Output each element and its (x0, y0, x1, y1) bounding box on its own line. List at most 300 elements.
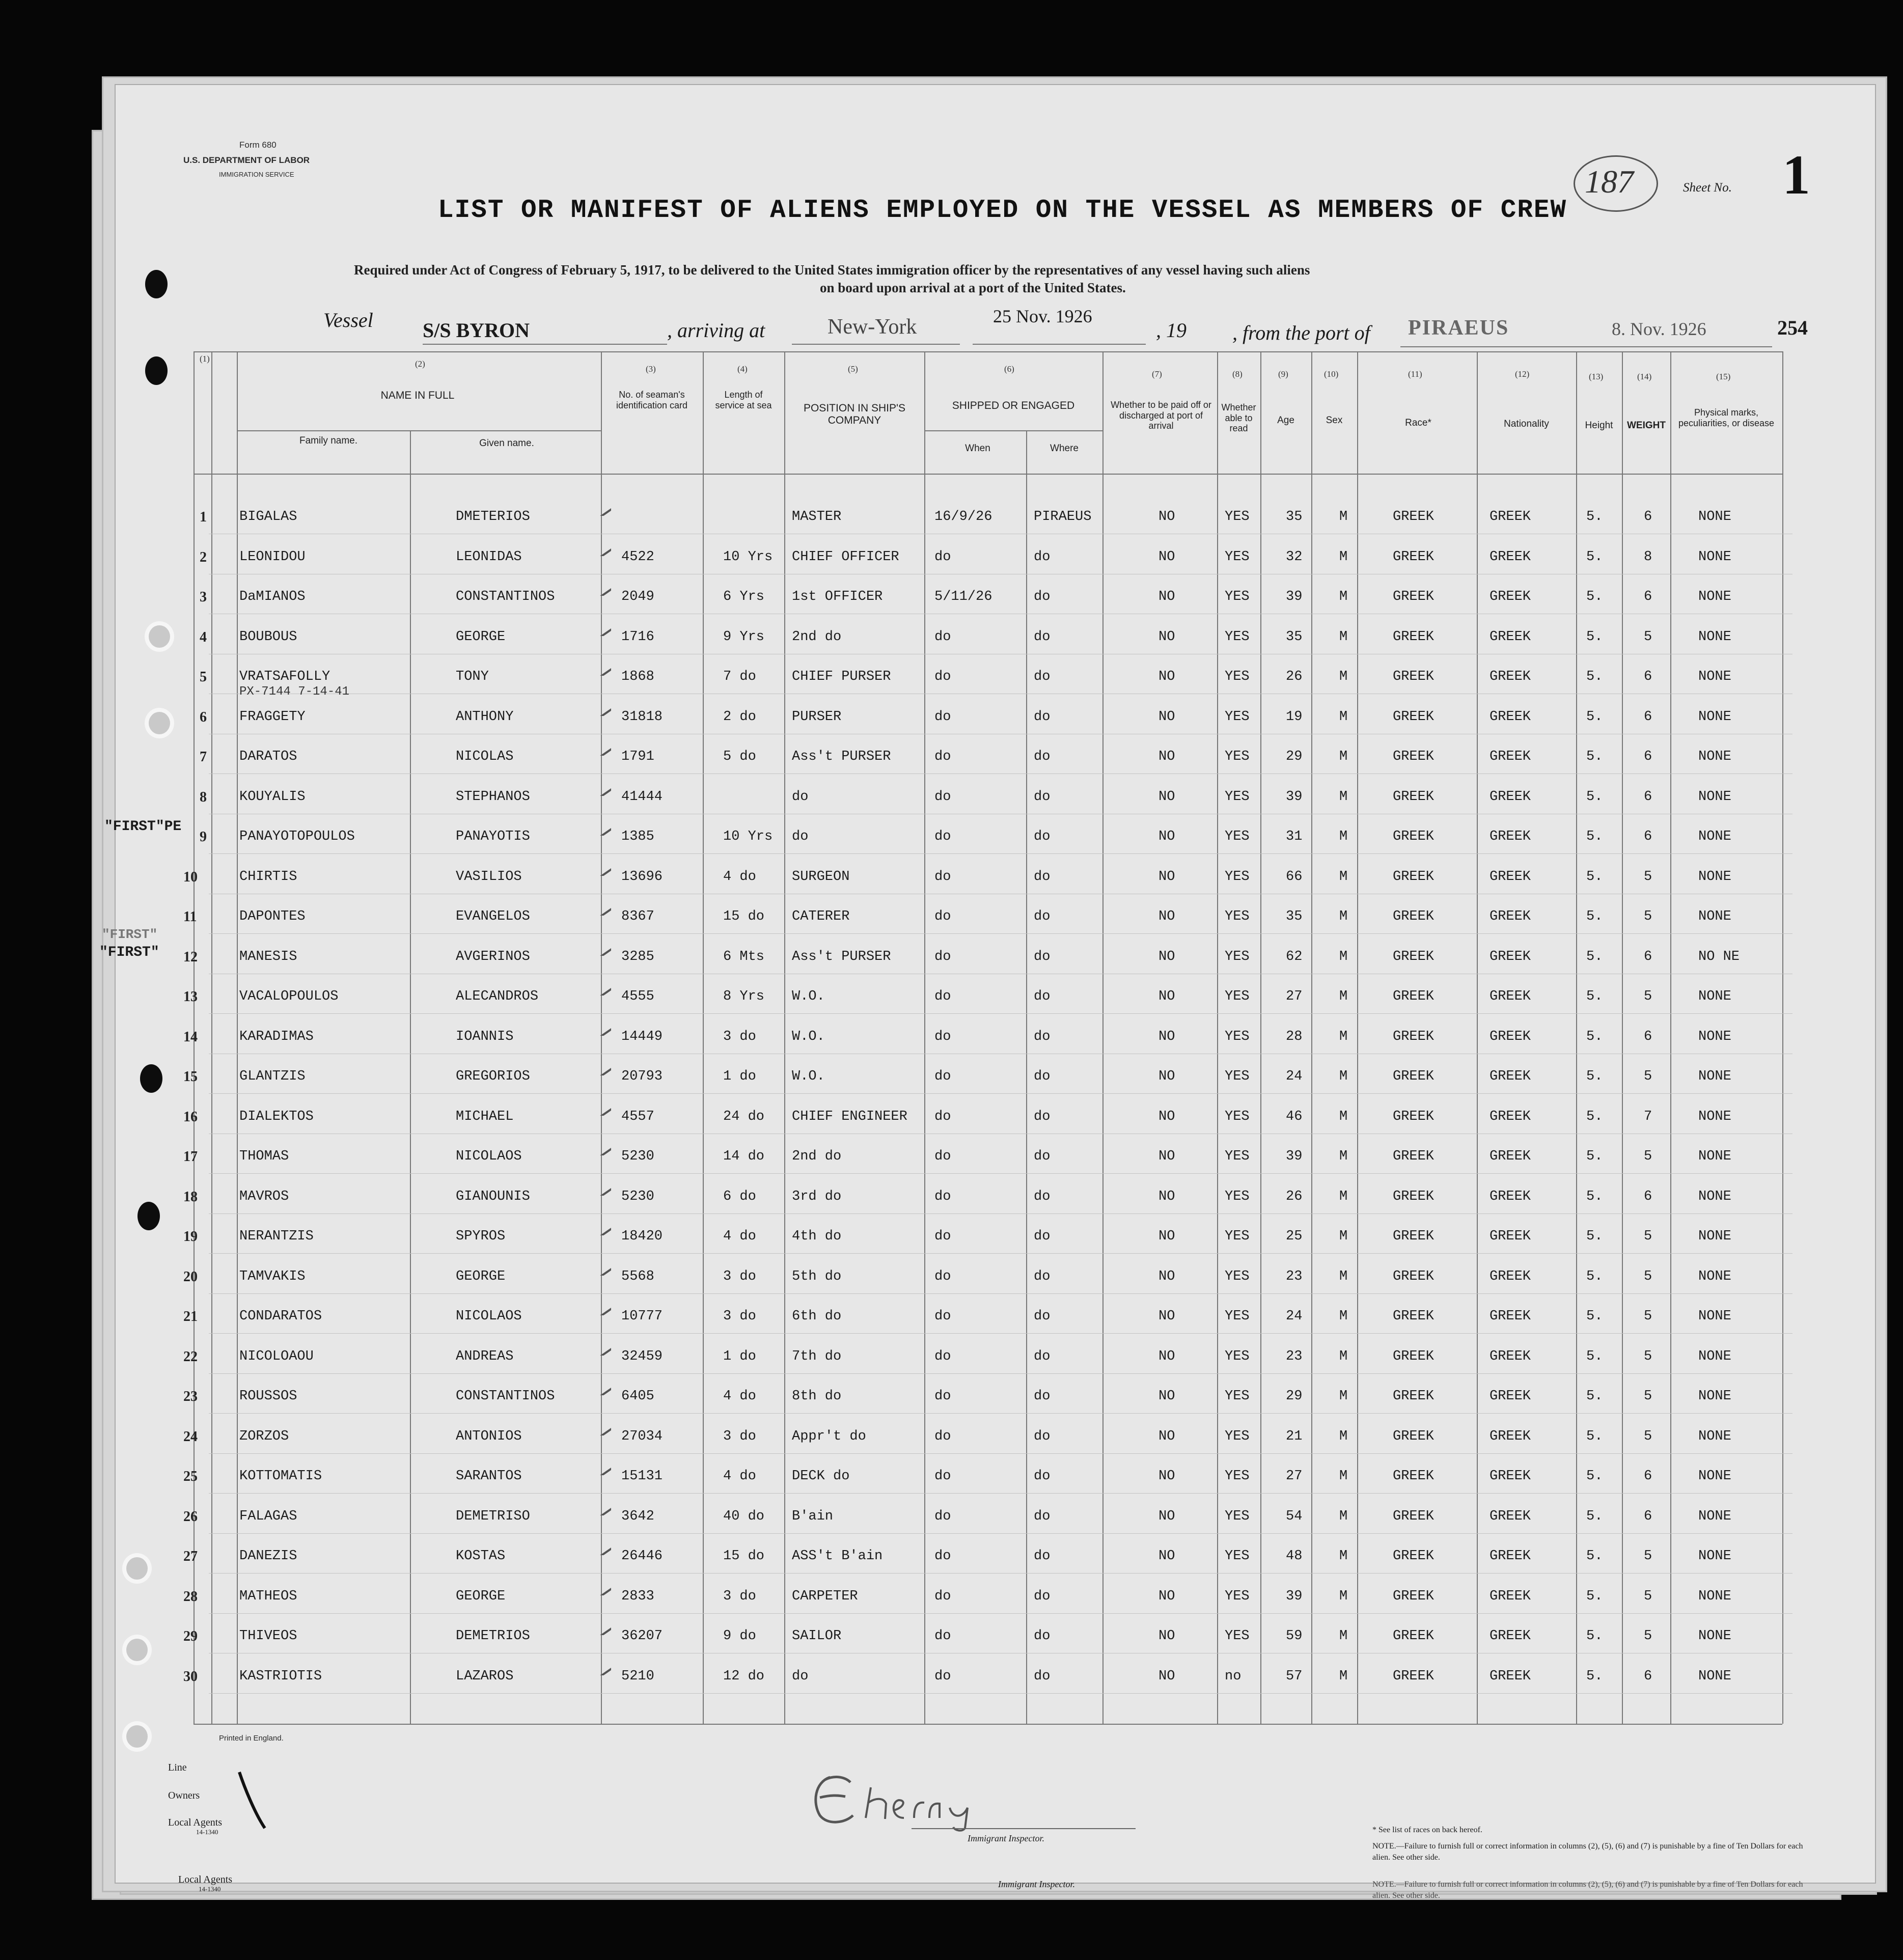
fine-note: NOTE.—Failure to furnish full or correct information in columns (2), (5), (6) and (7) is punishable by a fine of Ten Dollars for each alien. See other side. (1372, 1842, 1803, 1862)
id-card-cell: 5568 (621, 1268, 654, 1284)
check-mark (575, 661, 611, 676)
check-mark (575, 1022, 611, 1036)
age-cell: 66 (1286, 869, 1303, 885)
shipped-where-cell: do (1034, 589, 1051, 604)
nationality-cell: GREEK (1490, 949, 1531, 964)
race-cell: GREEK (1393, 629, 1435, 645)
nationality-cell: GREEK (1490, 629, 1531, 645)
check-mark (575, 1181, 611, 1196)
header-age: Age (1277, 415, 1294, 426)
id-card-cell: 2049 (621, 589, 654, 604)
id-card-cell: 6405 (621, 1389, 654, 1404)
signature-line (912, 1828, 1136, 1829)
physical-marks-cell: NONE (1698, 1029, 1731, 1044)
position-cell: CHIEF ENGINEER (792, 1109, 907, 1124)
sex-cell: M (1339, 1668, 1348, 1684)
service-length-cell: 10 Yrs (723, 829, 773, 844)
physical-marks-cell: NONE (1698, 1149, 1731, 1164)
able-read-cell: YES (1225, 1229, 1250, 1244)
shipped-where-cell: do (1034, 829, 1051, 844)
height-cell: 5. (1586, 669, 1603, 684)
position-cell: Appr't do (792, 1428, 866, 1444)
subtitle-line-2: on board upon arrival at a port of the United States. (820, 280, 1126, 295)
age-cell: 35 (1286, 629, 1303, 645)
service-length-cell: 1 do (723, 1348, 756, 1364)
col-number: (10) (1324, 369, 1339, 379)
able-read-cell: YES (1225, 669, 1250, 684)
height-cell: 5. (1586, 1469, 1603, 1484)
age-cell: 35 (1286, 909, 1303, 924)
physical-marks-cell: NONE (1698, 1109, 1731, 1124)
col-divider (410, 430, 411, 1724)
nationality-cell: GREEK (1490, 669, 1531, 684)
weight-cell: 6 (1644, 949, 1652, 964)
nationality-cell: GREEK (1490, 749, 1531, 764)
row-number: 26 (183, 1508, 198, 1525)
able-read-cell: YES (1225, 1348, 1250, 1364)
height-cell: 5. (1586, 1428, 1603, 1444)
binder-hole (145, 356, 168, 385)
race-cell: GREEK (1393, 1469, 1435, 1484)
shipped-where-cell: do (1034, 909, 1051, 924)
shipped-when-cell: do (934, 989, 951, 1004)
nationality-cell: GREEK (1490, 1149, 1531, 1164)
col-number: (5) (848, 364, 858, 374)
row-number: 12 (183, 949, 198, 965)
shipped-where-cell: do (1034, 949, 1051, 964)
able-read-cell: YES (1225, 1309, 1250, 1324)
col-divider (1357, 351, 1358, 1724)
service-length-cell: 40 do (723, 1508, 765, 1524)
service-length-cell: 14 do (723, 1149, 765, 1164)
age-cell: 39 (1286, 789, 1303, 805)
position-cell: W.O. (792, 1069, 825, 1084)
col-divider (211, 351, 212, 1724)
service-length-cell: 4 do (723, 1469, 756, 1484)
row-rule (209, 1613, 1792, 1614)
header-length-service: Length of service at sea (715, 390, 772, 410)
shipped-where-cell: do (1034, 709, 1051, 725)
row-number: 6 (200, 709, 207, 725)
family-name-cell: GLANTZIS (239, 1069, 306, 1084)
col-number: (2) (415, 359, 425, 369)
shipped-where-cell: do (1034, 1588, 1051, 1604)
shipped-where-cell: do (1034, 1268, 1051, 1284)
paid-off-cell: NO (1159, 669, 1175, 684)
paid-off-cell: NO (1159, 709, 1175, 725)
able-read-cell: YES (1225, 829, 1250, 844)
binder-hole (145, 270, 168, 298)
departure-port: PIRAEUS (1408, 316, 1509, 340)
shipped-where-cell: do (1034, 1069, 1051, 1084)
able-read-cell: YES (1225, 1469, 1250, 1484)
able-read-cell: YES (1225, 1069, 1250, 1084)
inspector-label: Immigrant Inspector. (968, 1833, 1044, 1843)
weight-cell: 6 (1644, 509, 1652, 524)
row-number: 3 (200, 589, 207, 605)
paid-off-cell: NO (1159, 629, 1175, 645)
able-read-cell: YES (1225, 909, 1250, 924)
given-name-cell: LEONIDAS (456, 549, 522, 565)
shipped-where-cell: do (1034, 1469, 1051, 1484)
header-id-card: No. of seaman's identification card (616, 390, 688, 410)
height-cell: 5. (1586, 589, 1603, 604)
weight-cell: 7 (1644, 1109, 1652, 1124)
position-cell: 5th do (792, 1268, 842, 1284)
row-rule (209, 1253, 1792, 1254)
col-number: (11) (1408, 369, 1422, 379)
age-cell: 46 (1286, 1109, 1303, 1124)
family-name-cell: THOMAS (239, 1149, 289, 1164)
position-cell: CHIEF OFFICER (792, 549, 899, 565)
sex-cell: M (1339, 1628, 1348, 1644)
given-name-cell: NICOLAOS (456, 1149, 522, 1164)
race-cell: GREEK (1393, 789, 1435, 805)
sheet-label: Sheet No. (1683, 181, 1732, 195)
family-name-cell: CHIRTIS (239, 869, 297, 885)
nationality-cell: GREEK (1490, 989, 1531, 1004)
id-card-cell: 26446 (621, 1549, 663, 1564)
physical-marks-cell: NONE (1698, 1069, 1731, 1084)
race-cell: GREEK (1393, 749, 1435, 764)
height-cell: 5. (1586, 629, 1603, 645)
shipped-when-cell: do (934, 869, 951, 885)
age-cell: 35 (1286, 509, 1303, 524)
sex-cell: M (1339, 1229, 1348, 1244)
service-length-cell: 7 do (723, 669, 756, 684)
given-name-cell: GEORGE (456, 1588, 506, 1604)
service-length-cell: 12 do (723, 1668, 765, 1684)
id-card-cell: 10777 (621, 1309, 663, 1324)
header-when: When (965, 443, 990, 454)
check-mark (575, 1261, 611, 1276)
position-cell: SURGEON (792, 869, 850, 885)
position-cell: CARPETER (792, 1588, 858, 1604)
check-mark (575, 1461, 611, 1475)
shipped-when-cell: do (934, 1229, 951, 1244)
given-name-cell: GEORGE (456, 1268, 506, 1284)
service-length-cell: 6 Mts (723, 949, 765, 964)
family-name-cell: ROUSSOS (239, 1389, 297, 1404)
paid-off-cell: NO (1159, 829, 1175, 844)
race-cell: GREEK (1393, 589, 1435, 604)
nationality-cell: GREEK (1490, 1229, 1531, 1244)
shipped-when-cell: do (934, 1588, 951, 1604)
shipped-where-cell: do (1034, 869, 1051, 885)
race-cell: GREEK (1393, 1508, 1435, 1524)
col-number: (4) (737, 364, 748, 374)
binder-ring (122, 1721, 152, 1752)
shipped-when-cell: 16/9/26 (934, 509, 992, 524)
age-cell: 39 (1286, 1588, 1303, 1604)
height-cell: 5. (1586, 789, 1603, 805)
from-label: , from the port of (1232, 321, 1370, 344)
row-number: 10 (183, 869, 198, 885)
position-cell: 6th do (792, 1309, 842, 1324)
shipped-when-cell: do (934, 1628, 951, 1644)
list-number: 254 (1777, 316, 1808, 339)
id-card-cell: 2833 (621, 1588, 654, 1604)
age-cell: 39 (1286, 589, 1303, 604)
height-cell: 5. (1586, 1268, 1603, 1284)
service-length-cell: 8 Yrs (723, 989, 765, 1004)
sex-cell: M (1339, 589, 1348, 604)
weight-cell: 6 (1644, 1668, 1652, 1684)
family-name-cell: MATHEOS (239, 1588, 297, 1604)
race-cell: GREEK (1393, 909, 1435, 924)
position-cell: do (792, 789, 809, 805)
given-name-cell: SARANTOS (456, 1469, 522, 1484)
nationality-cell: GREEK (1490, 509, 1531, 524)
service: IMMIGRATION SERVICE (219, 171, 294, 178)
check-mark (575, 1301, 611, 1315)
shipped-when-cell: do (934, 1029, 951, 1044)
height-cell: 5. (1586, 949, 1603, 964)
fine-note-2: NOTE.—Failure to furnish full or correct information in columns (2), (5), (6) and (7) is punishable by a fine of Ten Dollars for each alien. See other side. (1372, 1880, 1803, 1900)
family-name-cell: KOUYALIS (239, 789, 306, 805)
age-cell: 62 (1286, 949, 1303, 964)
header-weight: WEIGHT (1627, 420, 1666, 431)
sex-cell: M (1339, 549, 1348, 565)
shipped-when-cell: do (934, 709, 951, 725)
underline (423, 344, 667, 345)
paid-off-cell: NO (1159, 1189, 1175, 1204)
physical-marks-cell: NONE (1698, 669, 1731, 684)
height-cell: 5. (1586, 1029, 1603, 1044)
given-name-cell: DEMETRISO (456, 1508, 530, 1524)
row-rule (209, 1413, 1792, 1414)
able-read-cell: YES (1225, 629, 1250, 645)
sex-cell: M (1339, 1469, 1348, 1484)
position-cell: MASTER (792, 509, 842, 524)
weight-cell: 5 (1644, 1348, 1652, 1364)
row-number: 18 (183, 1189, 198, 1205)
check-mark (575, 1661, 611, 1675)
col-number: (9) (1278, 369, 1288, 379)
sex-cell: M (1339, 1189, 1348, 1204)
shipped-where-cell: do (1034, 1109, 1051, 1124)
row-rule (209, 1213, 1792, 1214)
sex-cell: M (1339, 709, 1348, 725)
sex-cell: M (1339, 949, 1348, 964)
header-given-name: Given name. (479, 438, 534, 449)
check-mark (575, 1541, 611, 1555)
nationality-cell: GREEK (1490, 789, 1531, 805)
family-name-cell: MAVROS (239, 1189, 289, 1204)
shipped-when-cell: do (934, 629, 951, 645)
position-cell: CATERER (792, 909, 850, 924)
subtitle-line-1: Required under Act of Congress of February 5, 1917, to be delivered to the United States immigration officer by the representatives of any vessel having such aliens (354, 262, 1310, 278)
family-name-cell: LEONIDOU (239, 549, 306, 565)
check-mark (575, 1621, 611, 1635)
row-rule (209, 933, 1792, 934)
service-length-cell: 3 do (723, 1428, 756, 1444)
age-cell: 57 (1286, 1668, 1303, 1684)
given-name-cell: STEPHANOS (456, 789, 530, 805)
weight-cell: 5 (1644, 869, 1652, 885)
id-card-cell: 8367 (621, 909, 654, 924)
shipped-when-cell: do (934, 949, 951, 964)
given-name-cell: CONSTANTINOS (456, 589, 555, 604)
shipped-where-cell: PIRAEUS (1034, 509, 1092, 524)
sex-cell: M (1339, 1508, 1348, 1524)
col-number: (7) (1152, 369, 1162, 379)
shipped-when-cell: do (934, 1109, 951, 1124)
handwritten-note: PX-7144 7-14-41 (239, 685, 350, 699)
binder-hole (137, 1202, 160, 1230)
physical-marks-cell: NONE (1698, 1549, 1731, 1564)
nationality-cell: GREEK (1490, 1668, 1531, 1684)
check-mark (575, 1341, 611, 1356)
paid-off-cell: NO (1159, 1309, 1175, 1324)
weight-cell: 5 (1644, 1588, 1652, 1604)
weight-cell: 6 (1644, 1508, 1652, 1524)
service-length-cell: 6 do (723, 1189, 756, 1204)
col-divider (1477, 351, 1478, 1724)
row-number: 15 (183, 1069, 198, 1085)
position-cell: W.O. (792, 1029, 825, 1044)
given-name-cell: TONY (456, 669, 489, 684)
age-cell: 29 (1286, 1389, 1303, 1404)
nationality-cell: GREEK (1490, 1508, 1531, 1524)
given-name-cell: SPYROS (456, 1229, 506, 1244)
paid-off-cell: NO (1159, 1428, 1175, 1444)
position-cell: ASS't B'ain (792, 1549, 883, 1564)
row-rule (209, 1693, 1792, 1694)
check-mark (575, 1101, 611, 1116)
service-length-cell: 15 do (723, 909, 765, 924)
shipped-where-cell: do (1034, 1189, 1051, 1204)
physical-marks-cell: NONE (1698, 589, 1731, 604)
col-number: (15) (1716, 372, 1731, 381)
weight-cell: 6 (1644, 1189, 1652, 1204)
paid-off-cell: NO (1159, 869, 1175, 885)
service-length-cell: 10 Yrs (723, 549, 773, 565)
nationality-cell: GREEK (1490, 1189, 1531, 1204)
race-cell: GREEK (1393, 829, 1435, 844)
age-cell: 27 (1286, 989, 1303, 1004)
family-name-cell: FRAGGETY (239, 709, 306, 725)
binder-ring (145, 621, 174, 652)
able-read-cell: YES (1225, 869, 1250, 885)
family-name-cell: THIVEOS (239, 1628, 297, 1644)
col-number: (14) (1637, 372, 1652, 381)
id-card-cell: 3285 (621, 949, 654, 964)
id-card-cell: 20793 (621, 1069, 663, 1084)
position-cell: 2nd do (792, 629, 842, 645)
binder-hole (140, 1064, 162, 1093)
paid-off-cell: NO (1159, 1588, 1175, 1604)
row-number: 9 (200, 829, 207, 845)
shipped-where-cell: do (1034, 1389, 1051, 1404)
physical-marks-cell: NONE (1698, 1469, 1731, 1484)
height-cell: 5. (1586, 1389, 1603, 1404)
binder-ring (122, 1553, 152, 1584)
shipped-where-cell: do (1034, 1149, 1051, 1164)
id-card-cell: 4555 (621, 989, 654, 1004)
family-name-cell: KOTTOMATIS (239, 1469, 322, 1484)
age-cell: 39 (1286, 1149, 1303, 1164)
weight-cell: 6 (1644, 1469, 1652, 1484)
race-cell: GREEK (1393, 1069, 1435, 1084)
race-cell: GREEK (1393, 1428, 1435, 1444)
paid-off-cell: NO (1159, 989, 1175, 1004)
race-cell: GREEK (1393, 509, 1435, 524)
physical-marks-cell: NONE (1698, 709, 1731, 725)
row-number: 13 (183, 989, 198, 1005)
age-cell: 32 (1286, 549, 1303, 565)
able-read-cell: YES (1225, 509, 1250, 524)
shipped-when-cell: 5/11/26 (934, 589, 992, 604)
shipped-where-cell: do (1034, 1668, 1051, 1684)
check-mark (575, 702, 611, 716)
footer-owners-label: Owners (168, 1790, 200, 1801)
nationality-cell: GREEK (1490, 1389, 1531, 1404)
id-card-cell: 1868 (621, 669, 654, 684)
shipped-when-cell: do (934, 669, 951, 684)
able-read-cell: YES (1225, 1268, 1250, 1284)
header-sex: Sex (1326, 415, 1343, 426)
age-cell: 48 (1286, 1549, 1303, 1564)
race-cell: GREEK (1393, 1348, 1435, 1364)
shipped-where-cell: do (1034, 1508, 1051, 1524)
paid-off-cell: NO (1159, 1628, 1175, 1644)
height-cell: 5. (1586, 989, 1603, 1004)
arrival-port: New-York (828, 315, 917, 339)
service-length-cell: 1 do (723, 1069, 756, 1084)
family-name-cell: NICOLOAOU (239, 1348, 314, 1364)
shipped-when-cell: do (934, 549, 951, 565)
weight-cell: 5 (1644, 1628, 1652, 1644)
race-cell: GREEK (1393, 1549, 1435, 1564)
id-card-cell: 1385 (621, 829, 654, 844)
header-able-read: Whether able to read (1221, 402, 1256, 434)
header-race: Race* (1405, 418, 1431, 428)
weight-cell: 5 (1644, 1268, 1652, 1284)
row-number: 20 (183, 1268, 198, 1285)
shipped-when-cell: do (934, 1469, 951, 1484)
family-name-cell: DIALEKTOS (239, 1109, 314, 1124)
able-read-cell: YES (1225, 1109, 1250, 1124)
check-mark (575, 542, 611, 556)
check-mark (575, 622, 611, 636)
physical-marks-cell: NONE (1698, 749, 1731, 764)
row-rule (209, 1293, 1792, 1294)
shipped-when-cell: do (934, 789, 951, 805)
position-cell: do (792, 1668, 809, 1684)
nationality-cell: GREEK (1490, 1469, 1531, 1484)
page-title: LIST OR MANIFEST OF ALIENS EMPLOYED ON THE VESSEL AS MEMBERS OF CREW (438, 196, 1567, 225)
weight-cell: 6 (1644, 669, 1652, 684)
id-card-cell: 5230 (621, 1149, 654, 1164)
able-read-cell: YES (1225, 589, 1250, 604)
able-read-cell: YES (1225, 1628, 1250, 1644)
given-name-cell: NICOLAS (456, 749, 514, 764)
id-card-cell: 1716 (621, 629, 654, 645)
family-name-cell: BIGALAS (239, 509, 297, 524)
row-number: 4 (200, 629, 207, 645)
row-number: 19 (183, 1229, 198, 1245)
able-read-cell: YES (1225, 709, 1250, 725)
col-divider (1102, 351, 1104, 1724)
check-mark (575, 942, 611, 956)
col-number: (1) (200, 354, 210, 364)
sex-cell: M (1339, 1069, 1348, 1084)
header-paid-off: Whether to be paid off or discharged at port of arrival (1111, 400, 1211, 431)
physical-marks-cell: NONE (1698, 1668, 1731, 1684)
col-divider (703, 351, 704, 1724)
service-length-cell: 3 do (723, 1588, 756, 1604)
